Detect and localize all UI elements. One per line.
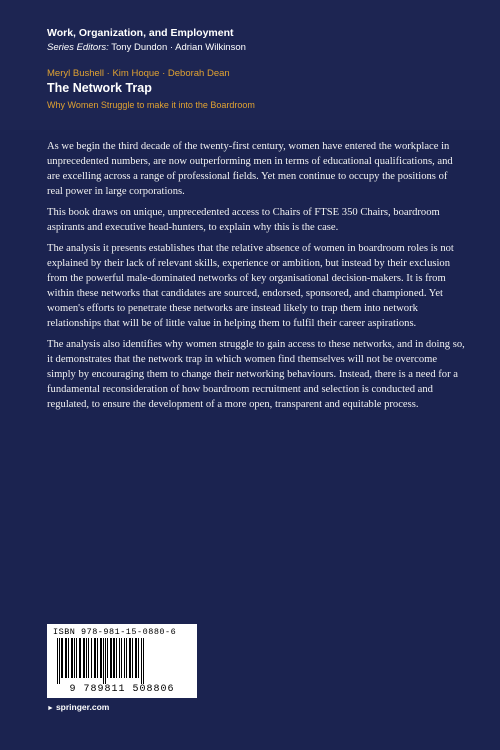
publisher-link[interactable] bbox=[47, 702, 109, 712]
barcode-bar bbox=[83, 638, 85, 678]
barcode-bar bbox=[74, 638, 75, 678]
barcode-bar bbox=[59, 638, 60, 684]
barcode-bar bbox=[94, 638, 96, 678]
blurb-paragraph: This book draws on unique, unprecedented access to Chairs of FTSE 350 Chairs, boardroom aspirants and executive head-hunters, to explain why this is the case. bbox=[47, 207, 440, 233]
barcode-bar bbox=[68, 638, 69, 678]
barcode-bar bbox=[57, 638, 58, 684]
barcode-bar bbox=[91, 638, 92, 678]
publisher-url: springer.com bbox=[55, 702, 110, 712]
barcode-bar bbox=[143, 638, 144, 684]
barcode-digits: 9 789811 508806 bbox=[69, 684, 175, 695]
barcode-bar bbox=[97, 638, 98, 678]
barcode-bar bbox=[126, 638, 127, 678]
barcode-bar bbox=[61, 638, 63, 678]
barcode-bar bbox=[135, 638, 137, 678]
barcode-bar bbox=[65, 638, 67, 678]
barcode-bar bbox=[138, 638, 139, 678]
barcode-bars bbox=[51, 638, 193, 684]
book-subtitle: Why Women Struggle to make it into the Boardroom bbox=[47, 100, 255, 110]
isbn-barcode bbox=[47, 624, 197, 698]
series-title: Work, Organization, and Employment bbox=[47, 27, 234, 39]
barcode-bar bbox=[88, 638, 89, 678]
barcode-bar bbox=[116, 638, 117, 678]
barcode-bar bbox=[110, 638, 112, 678]
isbn-number: ISBN 978-981-15-0880-6 bbox=[53, 627, 177, 637]
book-title: The Network Trap bbox=[47, 81, 152, 95]
series-editors-label: Series Editors: bbox=[47, 42, 109, 53]
barcode-bar bbox=[105, 638, 106, 684]
barcode-bar bbox=[100, 638, 102, 678]
barcode-bar bbox=[141, 638, 142, 684]
barcode-bar bbox=[121, 638, 122, 678]
blurb-paragraph: The analysis also identifies why women struggle to gain access to these networks, and in doing so, it demonstrates that the network trap in which women find themselves will not be overcome simply by encouraging them to change their networking behaviours. Instead, there is a need for a fundamental reconsideration of how boardroom recruitment and selection is conducted and regulated, to ensure the development of a more open, transparent and equitable process. bbox=[47, 339, 465, 410]
barcode-bar bbox=[132, 638, 133, 678]
barcode-bar bbox=[113, 638, 115, 678]
barcode-bar bbox=[103, 638, 104, 684]
book-authors: Meryl Bushell · Kim Hoque · Deborah Dean bbox=[47, 68, 230, 79]
barcode-bar bbox=[76, 638, 77, 678]
blurb-paragraph: The analysis it presents establishes that the relative absence of women in boardroom roles is not explained by their lack of relevant skills, experience or ambition, but instead by their exclusion from the powerful male-dominated networks of key organisational decision-makers. It is from within these networks that candidates are sourced, endorsed, sponsored, and championed. Yet women's efforts to penetrate these networks are instead likely to trap them into network relationships that will be of little value in helping them to fulfil their career aspirations. bbox=[47, 243, 454, 329]
cover-header-band bbox=[0, 0, 500, 130]
barcode-bar bbox=[124, 638, 125, 678]
barcode-bar bbox=[79, 638, 81, 678]
series-editors bbox=[47, 42, 246, 53]
barcode-bar bbox=[119, 638, 120, 678]
blurb-paragraph: As we begin the third decade of the twenty-first century, women have entered the workplace in unprecedented numbers, are now outperforming men in terms of educational qualifications, and are excelling across a range of professional fields. Yet men continue to occupy the positions of real power in large corporations. bbox=[47, 141, 453, 197]
barcode-bar bbox=[129, 638, 131, 678]
series-editors-names: Tony Dundon · Adrian Wilkinson bbox=[111, 42, 246, 53]
back-cover-blurb bbox=[47, 139, 465, 418]
barcode-bar bbox=[107, 638, 108, 678]
barcode-bar bbox=[71, 638, 73, 678]
arrow-right-icon: ► bbox=[47, 705, 54, 712]
barcode-bar bbox=[86, 638, 87, 678]
